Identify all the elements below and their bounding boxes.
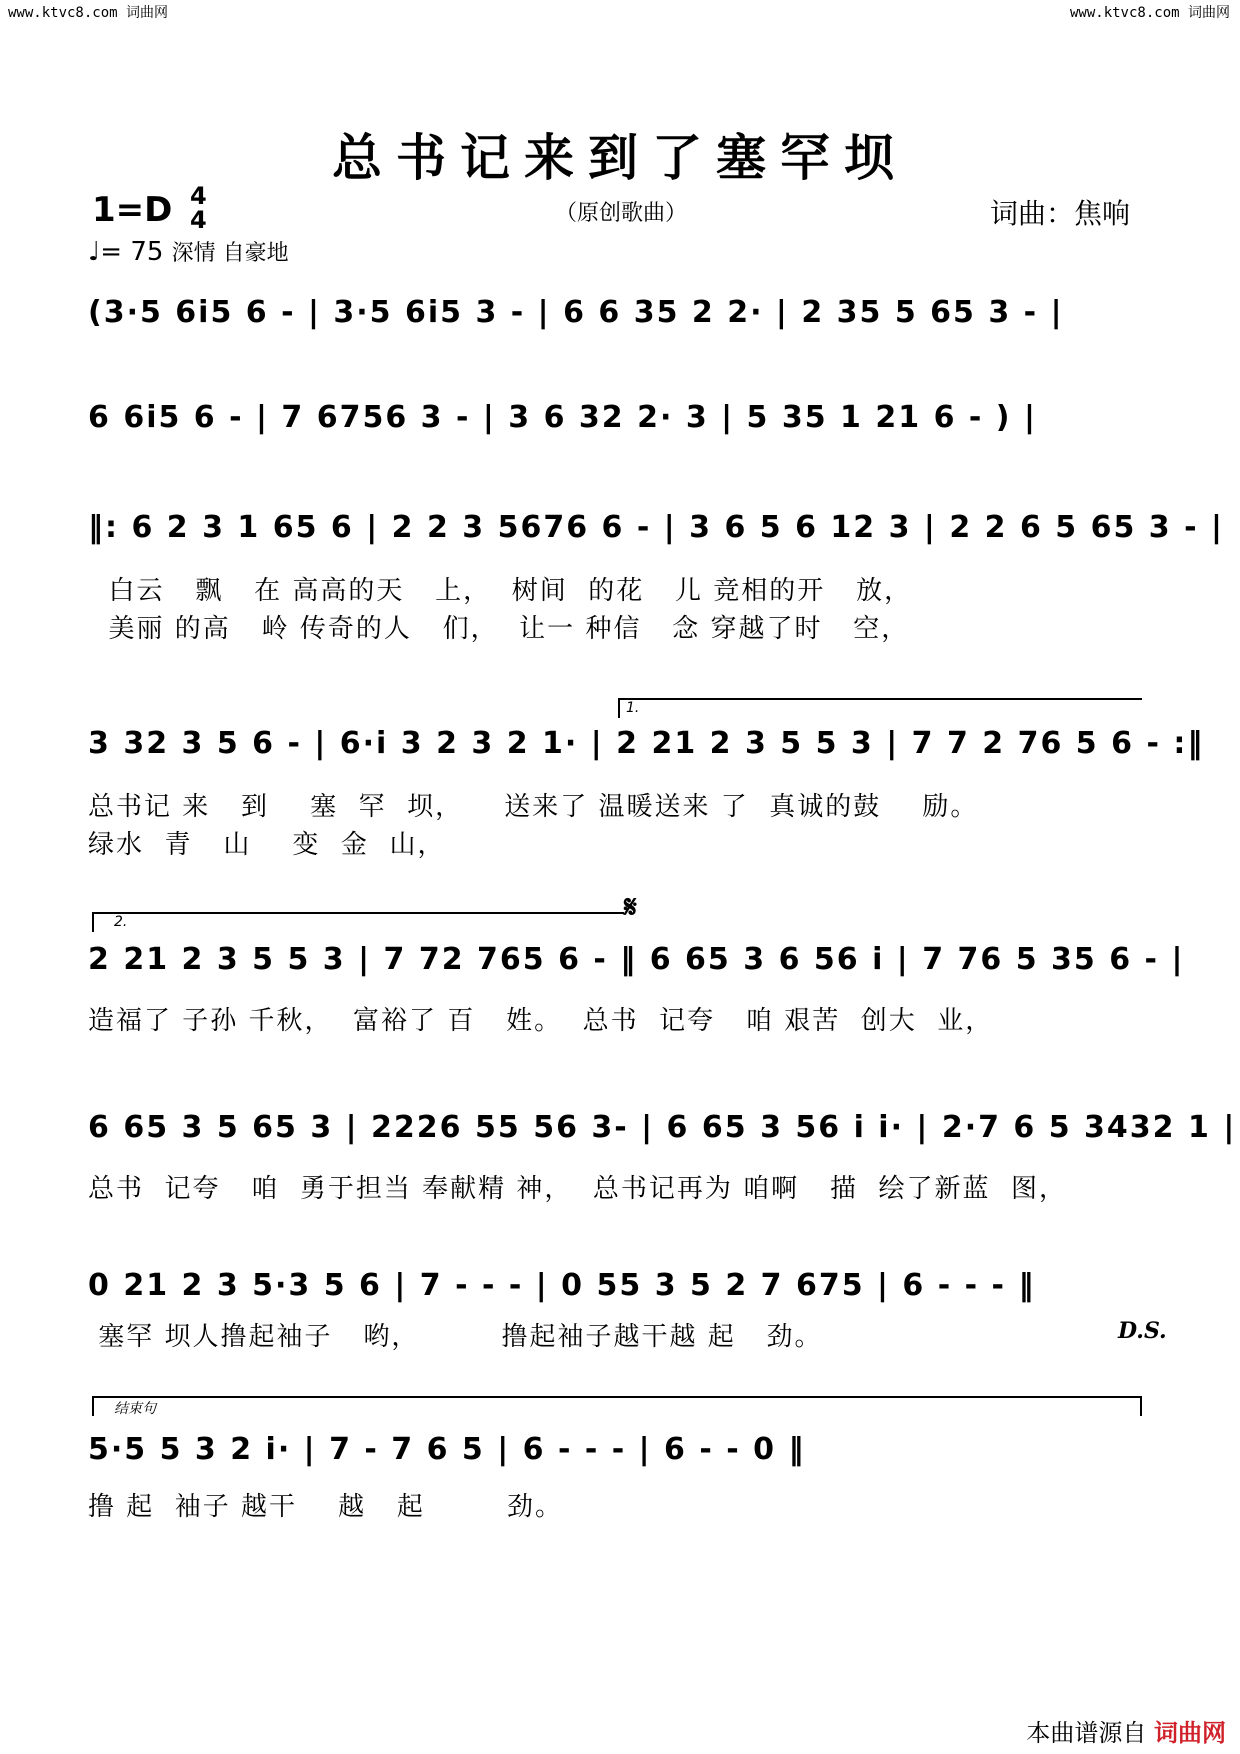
site-label-right: www.ktvc8.com 词曲网 [1069, 5, 1230, 21]
time-sig-top: 4 [190, 182, 207, 210]
lyric-line-4a: 总书记 来 到 塞 罕 坝， 送来了 温暖送来 了 真诚的鼓 励。 [88, 792, 979, 822]
song-title: 总书记来到了塞罕坝 [332, 128, 908, 187]
time-sig-bottom: 4 [190, 206, 207, 234]
volta-1-label: 1. [626, 700, 640, 716]
lyric-line-3b: 美丽 的高 岭 传奇的人 们， 让一 种信 念 穿越了时 空， [88, 614, 910, 644]
notation-line-3: ‖: 6 2 3 1 65 6 | 2 2 3 5676 6 - | 3 6 5 6 12 3 | 2 2 6 5 65 3 - | [88, 510, 1224, 545]
ending-bracket [92, 1396, 1142, 1416]
volta-bracket-1 [618, 698, 1142, 718]
footer-brand[interactable]: 词曲网 [1154, 1719, 1226, 1747]
key-signature: 1=D [92, 190, 173, 230]
notation-line-8: 5·5 5 3 2 i· | 7 - 7 6 5 | 6 - - - | 6 - - 0 ‖ [88, 1432, 806, 1467]
lyric-line-8a: 撸 起 袖子 越干 越 起 劲。 [88, 1492, 564, 1522]
lyric-line-6a: 总书 记夸 咱 勇于担当 奉献精 神， 总书记再为 咱啊 描 绘了新蓝 图， [88, 1174, 1068, 1204]
site-label-left: www.ktvc8.com 词曲网 [8, 5, 169, 21]
notation-line-6: 6 65 3 5 65 3 | 2226 55 56 3- | 6 65 3 56 i i· | 2·7 6 5 3432 1 | [88, 1110, 1237, 1145]
volta-2-label: 2. [114, 914, 128, 930]
lyric-line-7a: 塞罕 坝人撸起袖子 哟， 撸起袖子越干越 起 劲。 [88, 1322, 823, 1352]
lyric-line-5a: 造福了 子孙 千秋， 富裕了 百 姓。 总书 记夸 咱 艰苦 创大 业， [88, 1006, 994, 1036]
notation-line-4: 3 32 3 5 6 - | 6·i 3 2 3 2 1· | 2 21 2 3 5 5 3 | 7 7 2 76 5 6 - :‖ [88, 726, 1205, 761]
footer-source [1026, 1713, 1226, 1748]
tempo-value: ♩= 75 [88, 237, 164, 267]
expression-mark: 深情 自豪地 [171, 241, 289, 266]
subtitle: （原创歌曲） [555, 201, 688, 226]
volta-bracket-2 [92, 912, 624, 932]
notation-line-7: 0 21 2 3 5·3 5 6 | 7 - - - | 0 55 3 5 2 7 675 | 6 - - - ‖ [88, 1268, 1036, 1303]
segno-sign: 𝄋 [624, 890, 637, 925]
ds-mark: D.S. [1118, 1318, 1167, 1344]
lyric-line-3a: 白云 飘 在 高高的天 上， 树间 的花 儿 竞相的开 放， [88, 576, 913, 606]
time-signature [190, 184, 207, 232]
notation-line-5: 2 21 2 3 5 5 3 | 7 72 765 6 - ‖ 6 65 3 6 56 i | 7 76 5 35 6 - | [88, 942, 1185, 977]
notation-line-2: 6 6i5 6 - | 7 6756 3 - | 3 6 32 2· 3 | 5 35 1 21 6 - ) | [88, 400, 1037, 435]
tempo-mark [88, 236, 289, 267]
footer-source-text: 本曲谱源自 [1026, 1719, 1147, 1747]
composer-credit: 词曲：焦响 [990, 197, 1131, 230]
notation-line-1: (3·5 6i5 6 - | 3·5 6i5 3 - | 6 6 35 2 2· | 2 35 5 65 3 - | [88, 295, 1064, 330]
lyric-line-4b: 绿水 青 山 变 金 山， [88, 830, 446, 860]
ending-label: 结束句 [114, 1401, 156, 1417]
